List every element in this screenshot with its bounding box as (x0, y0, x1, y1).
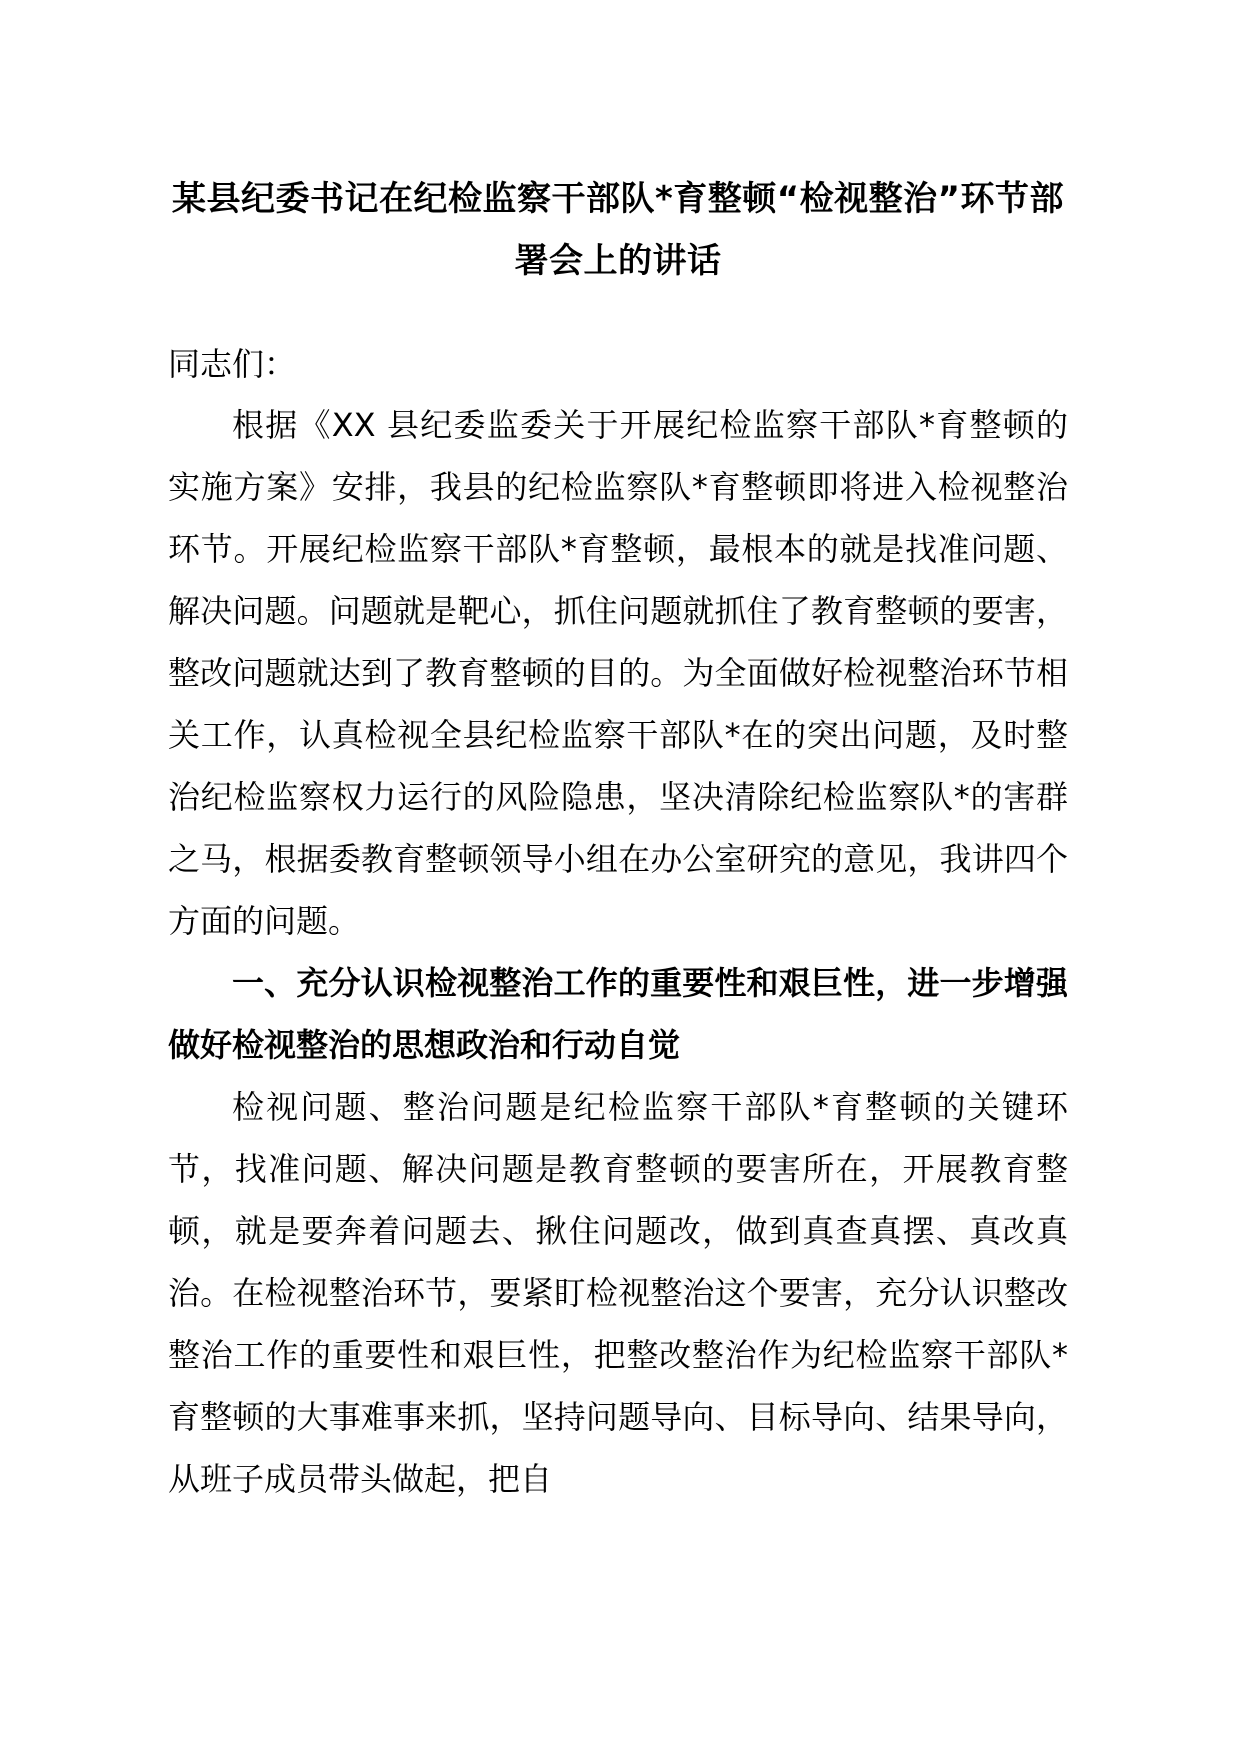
section-heading-1: 一、充分认识检视整治工作的重要性和艰巨性，进一步增强做好检视整治的思想政治和行动自觉 (168, 964, 1068, 1064)
body-paragraph-2: 检视问题、整治问题是纪检监察干部队*育整顿的关键环节，找准问题、解决问题是教育整顿的要害所在，开展教育整顿，就是要奔着问题去、揪住问题改，做到真查真摆、真改真治。在检视整治环节，要紧盯检视整治这个要害，充分认识整改整治工作的重要性和艰巨性，把整改整治作为纪检监察干部队*育整顿的大事难事来抓，坚持问题导向、目标导向、结果导向，从班子成员带头做起，把自 (168, 1088, 1068, 1498)
document-title: 某县纪委书记在纪检监察干部队*育整顿“检视整治”环节部署会上的讲话 (172, 179, 1064, 281)
salutation: 同志们： (168, 345, 297, 383)
document-content (168, 0, 1068, 1510)
body-paragraph-1: 根据《XX 县纪委监委关于开展纪检监察干部队*育整顿的实施方案》安排，我县的纪检监察队*育整顿即将进入检视整治环节。开展纪检监察干部队*育整顿，最根本的就是找准问题、解决问题。问题就是靶心，抓住问题就抓住了教育整顿的要害，整改问题就达到了教育整顿的目的。为全面做好检视整治环节相关工作，认真检视全县纪检监察干部队*在的突出问题，及时整治纪检监察权力运行的风险隐患，坚决清除纪检监察队*的害群之马，根据委教育整顿领导小组在办公室研究的意见，我讲四个方面的问题。 (168, 406, 1068, 940)
